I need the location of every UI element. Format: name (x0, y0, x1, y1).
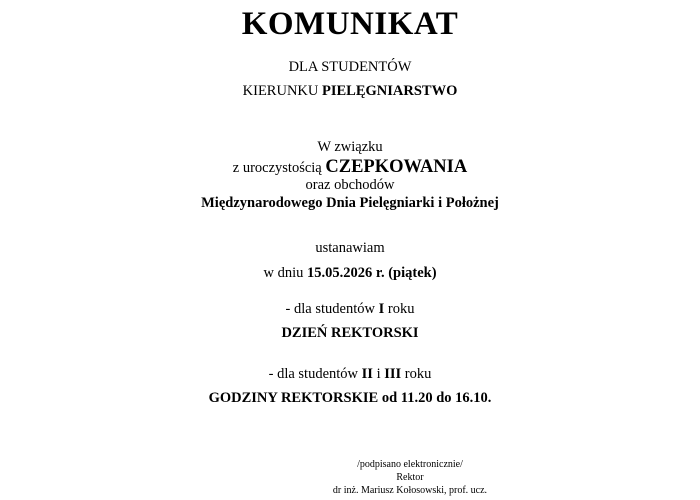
date-line (0, 266, 700, 281)
group2-suffix: roku (401, 366, 432, 382)
group1-suffix: roku (384, 301, 415, 317)
program-prefix: KIERUNKU (242, 83, 322, 99)
program-name: PIELĘGNIARSTWO (321, 83, 458, 99)
signature-note: /podpisano elektronicznie/ (357, 459, 463, 470)
group1-year: I (378, 301, 385, 317)
audience-line: DLA STUDENTÓW (288, 59, 412, 75)
group2-label: GODZINY REKTORSKIE od 11.20 do 16.10. (208, 390, 492, 406)
signature-name: dr inż. Mariusz Kołosowski, prof. ucz. (332, 485, 488, 496)
reason-line-4: Międzynarodowego Dnia Pielęgniarki i Położnej (201, 195, 499, 211)
group1-prefix: - dla studentów (285, 301, 379, 317)
group2-middle: i (372, 366, 385, 382)
reason-line-2 (0, 158, 700, 177)
program-line (0, 84, 700, 99)
group1-line (0, 302, 700, 317)
decision-line: ustanawiam (315, 240, 385, 256)
signature-role: Rektor (396, 472, 424, 483)
ceremony-name: CZEPKOWANIA (325, 157, 468, 177)
group2-year1: II (361, 366, 373, 382)
reason-line-1: W związku (317, 139, 383, 155)
reason-line-3: oraz obchodów (305, 177, 395, 193)
document-title: KOMUNIKAT (241, 6, 459, 42)
group1-label: DZIEŃ REKTORSKI (281, 325, 419, 341)
date-value: 15.05.2026 r. (piątek) (306, 265, 437, 281)
group2-line (0, 367, 700, 382)
date-prefix: w dniu (263, 265, 307, 281)
group2-year2: III (384, 366, 402, 382)
ceremony-prefix: z uroczystością (232, 160, 326, 176)
group2-prefix: - dla studentów (268, 366, 362, 382)
